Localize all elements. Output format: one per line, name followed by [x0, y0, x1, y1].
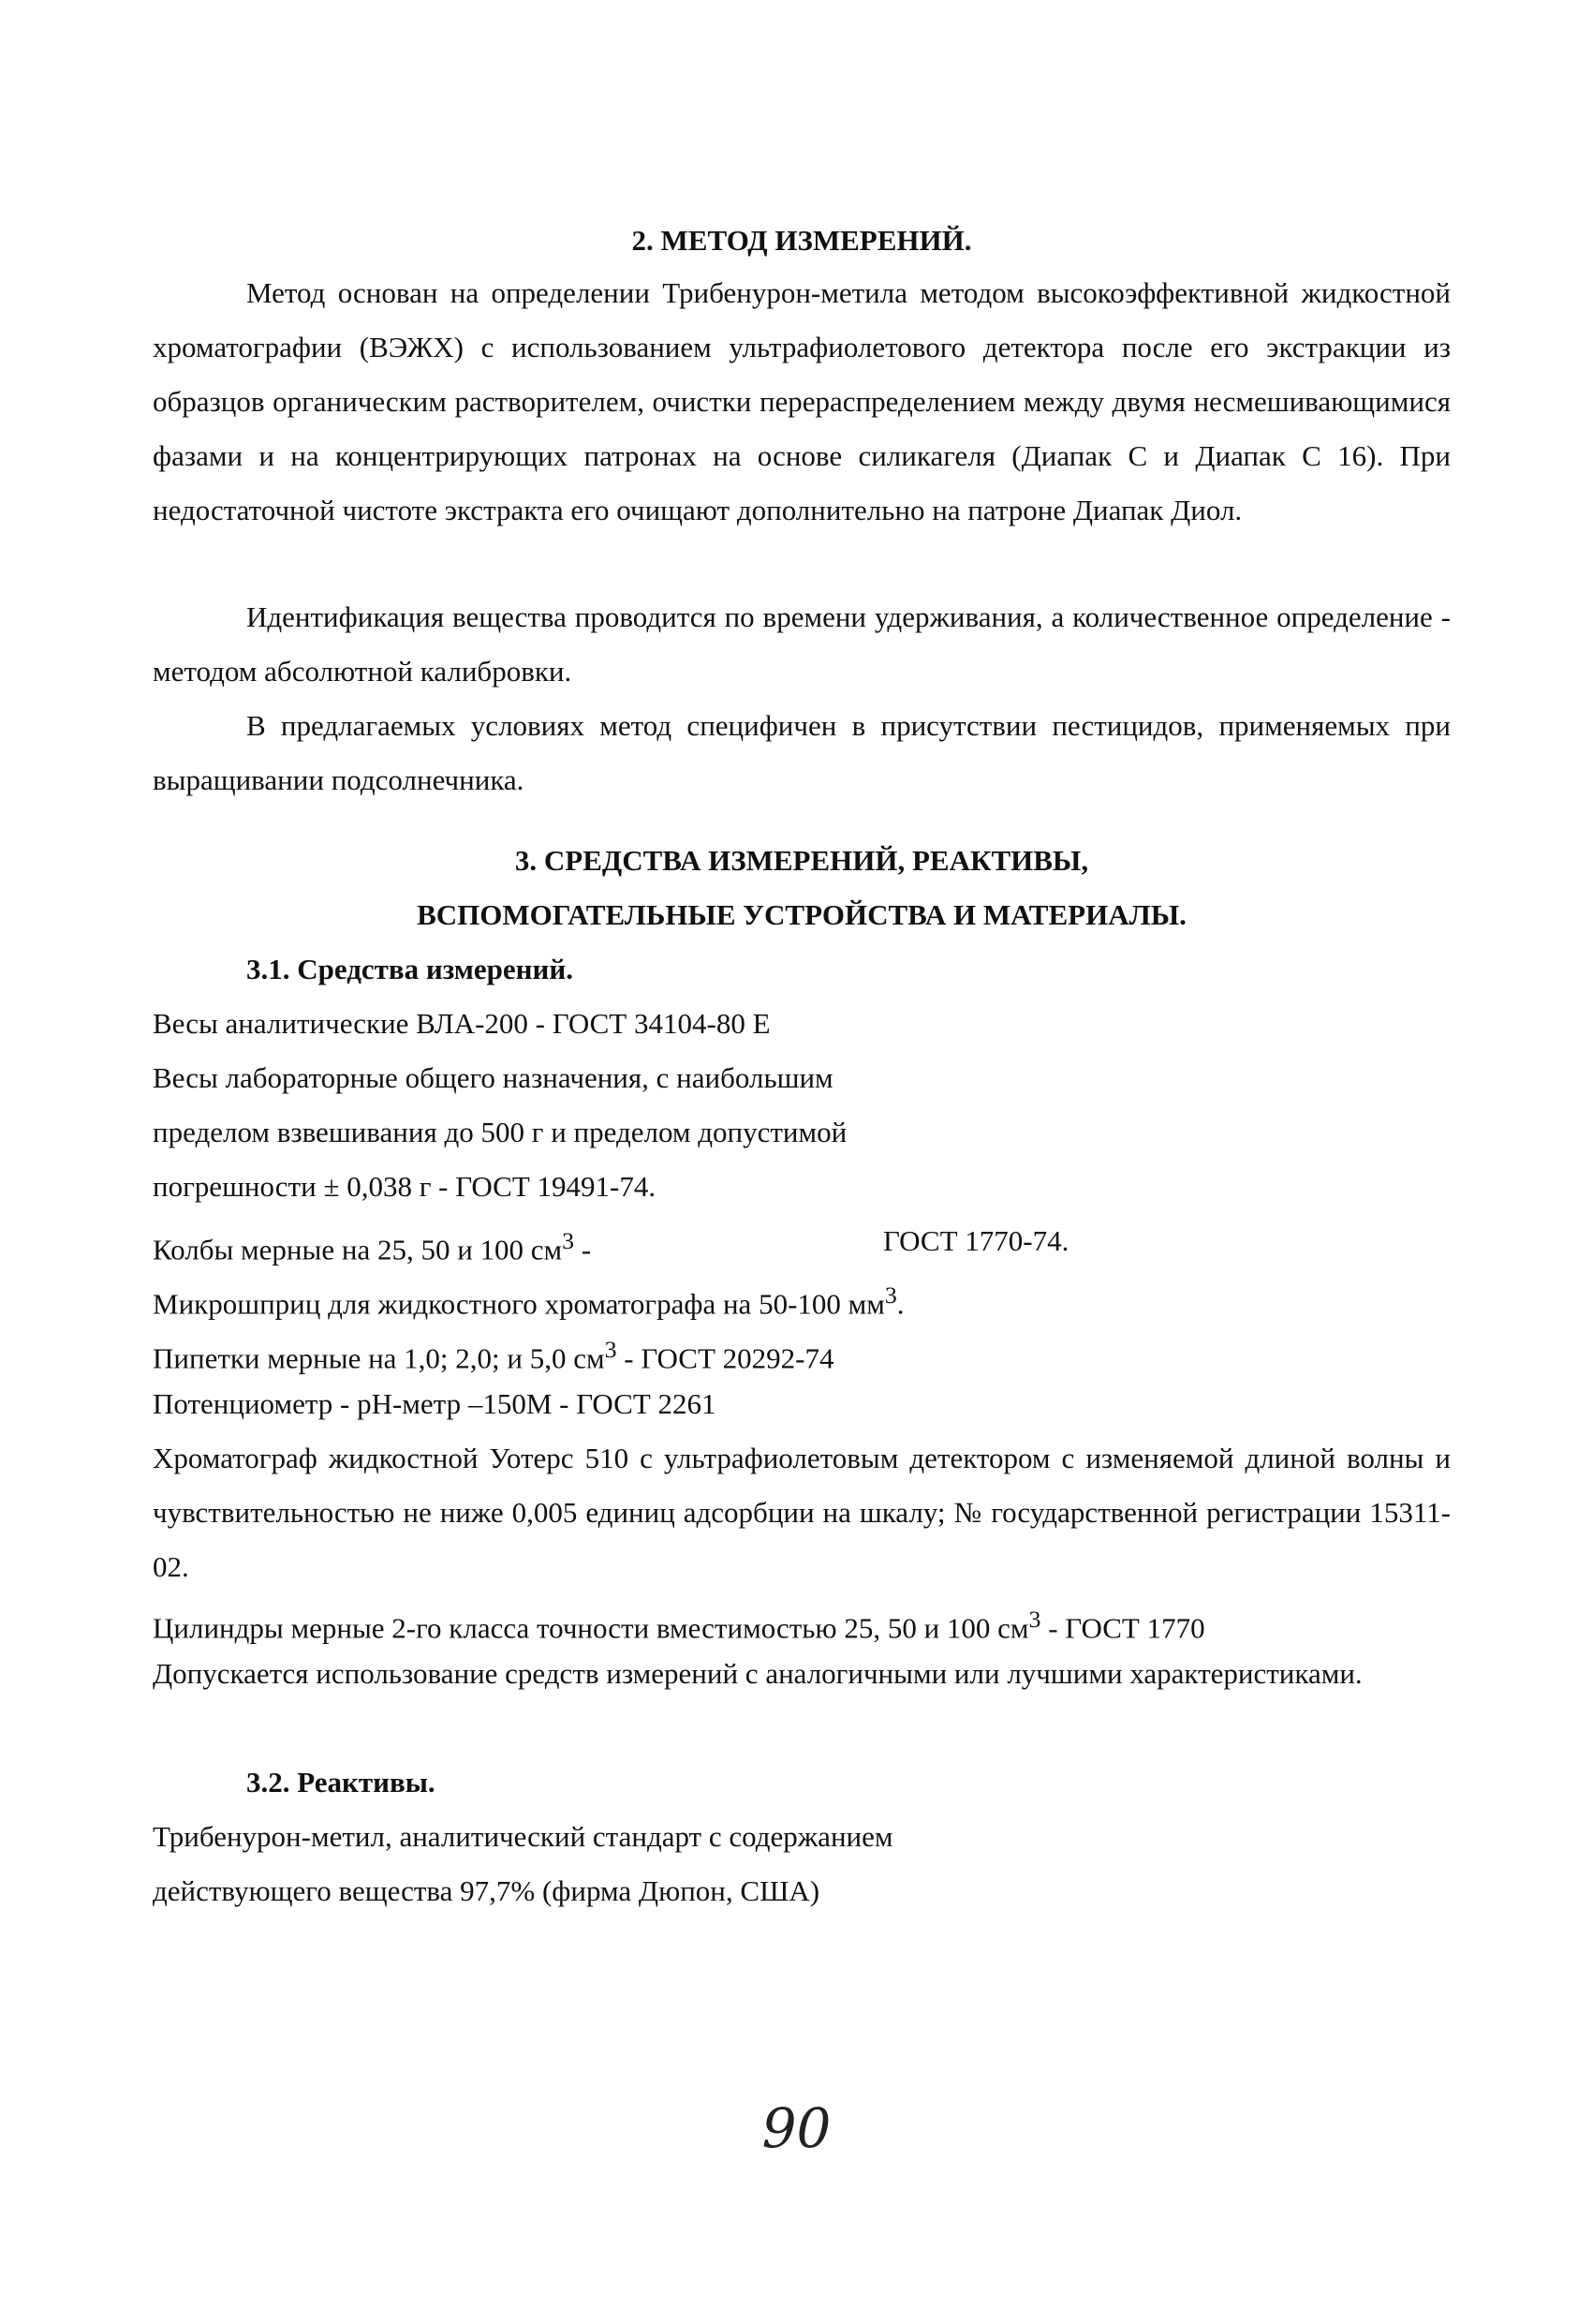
item-chromatograph: Хроматограф жидкостной Уотерс 510 с ультрафиолетовым детектором с изменяемой длиной волны и чувствительностью не ниже 0,005 единиц адсорбции на шкалу; № государственной регистрации 15311-02.: [153, 1442, 1451, 1583]
item-scales-lab-line-3: погрешности ± 0,038 г - ГОСТ 19491-74.: [153, 1170, 656, 1203]
flasks-text: Колбы мерные на 25, 50 и 100 см: [153, 1233, 563, 1266]
syringe-superscript: 3: [884, 1281, 897, 1309]
subsection-3-1-heading: 3.1. Средства измерений.: [246, 953, 573, 985]
section-3-heading-line-2: ВСПОМОГАТЕЛЬНЫЕ УСТРОЙСТВА И МАТЕРИАЛЫ.: [417, 898, 1187, 931]
item-ph-meter: Потенциометр - рН-метр –150М - ГОСТ 2261: [153, 1387, 716, 1420]
pipettes-text: Пипетки мерные на 1,0; 2,0; и 5,0 см: [153, 1341, 605, 1375]
syringe-text: Микрошприц для жидкостного хроматографа на 50-100 мм: [153, 1287, 885, 1321]
flasks-dash: -: [574, 1233, 592, 1266]
page-number: 90: [761, 2096, 832, 2160]
cylinders-text: Цилиндры мерные 2-го класса точности вместимостью 25, 50 и 100 см: [153, 1611, 1029, 1645]
syringe-end: .: [896, 1287, 905, 1321]
item-scales-analytical: Весы аналитические ВЛА-200 - ГОСТ 34104-80 Е: [153, 1007, 771, 1040]
reagent-line-2: действующего вещества 97,7% (фирма Дюпон, США): [153, 1874, 820, 1907]
section-2-heading: 2. МЕТОД ИЗМЕРЕНИЙ.: [631, 224, 972, 257]
section-2-paragraph-2: Идентификация вещества проводится по времени удерживания, а количественное определение - методом абсолютной калибровки.: [153, 600, 1451, 688]
item-scales-lab-line-1: Весы лабораторные общего назначения, с наибольшим: [153, 1061, 833, 1094]
flasks-gost: ГОСТ 1770-74.: [883, 1224, 1069, 1257]
section-3-heading-line-1: 3. СРЕДСТВА ИЗМЕРЕНИЙ, РЕАКТИВЫ,: [514, 844, 1089, 877]
flasks-superscript: 3: [562, 1227, 575, 1254]
pipettes-superscript: 3: [604, 1336, 617, 1363]
pipettes-end: - ГОСТ 20292-74: [616, 1341, 834, 1375]
cylinders-superscript: 3: [1028, 1606, 1041, 1633]
item-scales-lab-line-2: пределом взвешивания до 500 г и пределом допустимой: [153, 1116, 848, 1148]
section-2-paragraph-3: В предлагаемых условиях метод специфичен в присутствии пестицидов, применяемых при выращивании подсолнечника.: [153, 709, 1451, 796]
section-2-paragraph-1: Метод основан на определении Трибенурон-метила методом высокоэффективной жидкостной хроматографии (ВЭЖХ) с использованием ультрафиолетового детектора после его экстракции из образцов органическим растворителем, очистки перераспределением между двумя несмешивающимися фазами и на концентрирующих патронах на основе силикагеля (Диапак С и Диапак С 16). При недостаточной чистоте экстракта его очищают дополнительно на патроне Диапак Диол.: [153, 276, 1451, 526]
reagent-line-1: Трибенурон-метил, аналитический стандарт с содержанием: [153, 1820, 893, 1853]
item-allowed-note: Допускается использование средств измерений с аналогичными или лучшими характеристиками.: [153, 1657, 1363, 1690]
subsection-3-2-heading: 3.2. Реактивы.: [246, 1766, 435, 1799]
cylinders-end: - ГОСТ 1770: [1040, 1611, 1205, 1645]
